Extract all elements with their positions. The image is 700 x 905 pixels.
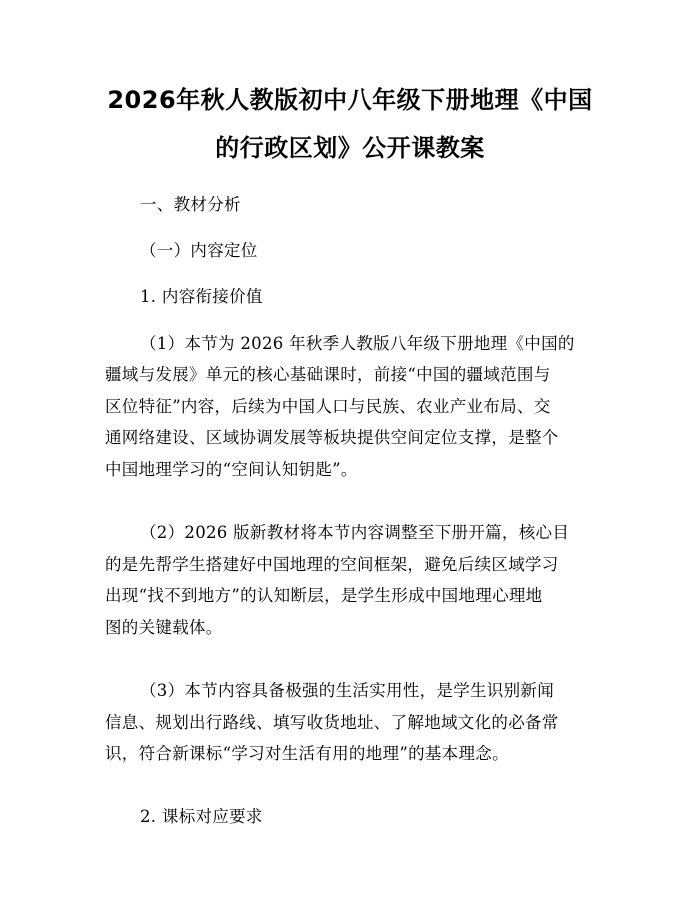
paragraph-2-line-1: （2）2026 版新教材将本节内容调整至下册开篇，核心目 [140,523,570,542]
paragraph-3-line-2: 信息、规划出行路线、填写收货地址、了解地域文化的必备常 [105,713,559,732]
paragraph-1-line-5: 中国地理学习的“空间认知钥匙”。 [105,460,358,479]
paragraph-2-line-4: 图的关键载体。 [105,618,223,637]
paragraph-1-line-4: 通网络建设、区域协调发展等板块提供空间定位支撑，是整个 [105,428,559,447]
section-heading-4: 2. 课标对应要求 [140,807,263,826]
paragraph-2-line-3: 出现“找不到地方”的认知断层，是学生形成中国地理心理地 [105,586,543,605]
paragraph-1-line-3: 区位特征”内容，后续为中国人口与民族、农业产业布局、交 [105,397,551,416]
section-heading-2: （一）内容定位 [140,241,258,260]
section-heading-1: 一、教材分析 [140,195,241,214]
paragraph-3-line-1: （3）本节内容具备极强的生活实用性，是学生识别新闻 [140,681,554,700]
paragraph-1-line-1: （1）本节为 2026 年秋季人教版八年级下册地理《中国的 [140,334,575,353]
document-title-line-2: 的行政区划》公开课教案 [215,134,485,162]
document-title-line-1: 2026年秋人教版初中八年级下册地理《中国 [107,86,593,114]
paragraph-2-line-2: 的是先帮学生搭建好中国地理的空间框架，避免后续区域学习 [105,555,559,574]
paragraph-3-line-3: 识，符合新课标“学习对生活有用的地理”的基本理念。 [105,744,509,763]
section-heading-3: 1. 内容衔接价值 [140,287,263,306]
paragraph-1-line-2: 疆域与发展》单元的核心基础课时，前接“中国的疆域范围与 [105,365,551,384]
